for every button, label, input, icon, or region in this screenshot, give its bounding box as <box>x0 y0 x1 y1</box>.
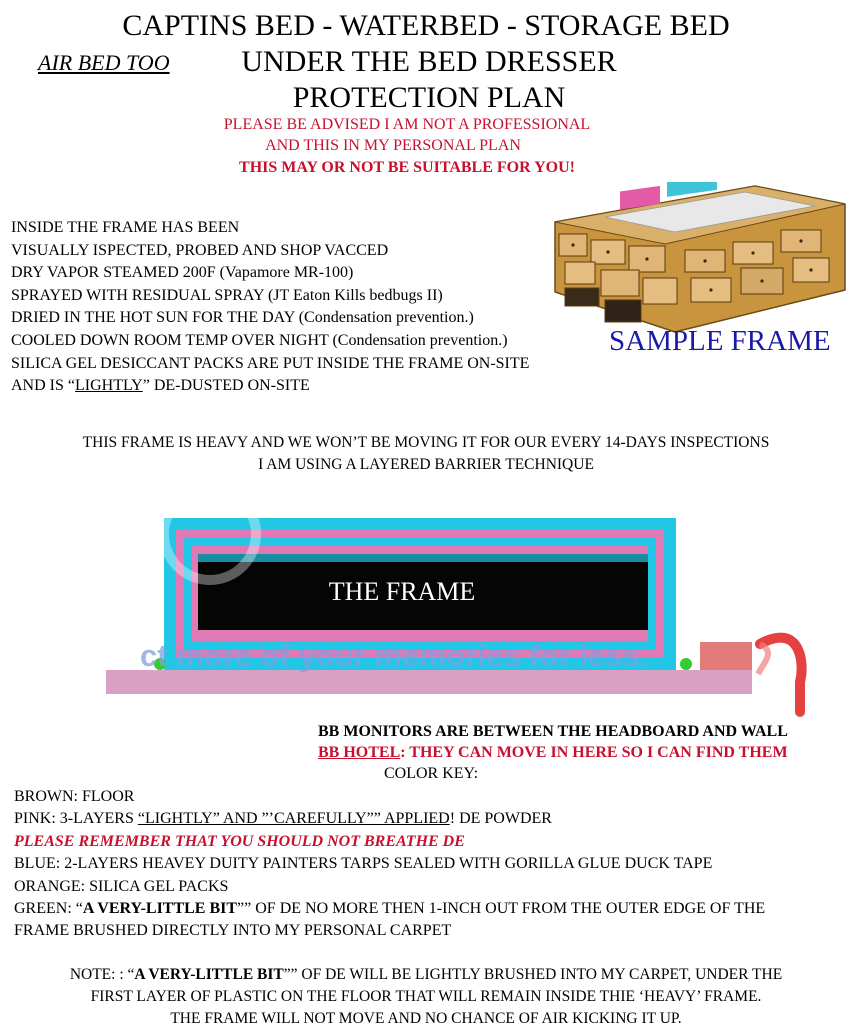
key-brown: BROWN: FLOOR <box>14 788 135 805</box>
key-orange: ORANGE: SILICA GEL PACKS <box>14 877 229 895</box>
inspection-line: DRY VAPOR STEAMED 200F (Vapamore MR-100) <box>11 264 354 282</box>
key-pink-prefix: PINK: 3-LAYERS <box>14 810 138 828</box>
inspection-last-suffix: ” DE-DUSTED ON-SITE <box>142 377 310 395</box>
inspection-line: DRIED IN THE HOT SUN FOR THE DAY (Condensation prevention.) <box>11 309 474 327</box>
inspection-last-underlined: LIGHTLY <box>75 377 143 395</box>
title-line-2: UNDER THE BED DRESSER <box>241 45 617 78</box>
bb-monitors-line: BB MONITORS ARE BETWEEN THE HEADBOARD AND WALL <box>318 723 788 740</box>
heavy-frame-line-1: THIS FRAME IS HEAVY AND WE WON’T BE MOVING IT FOR OUR EVERY 14-DAYS INSPECTIONS <box>82 434 770 451</box>
sample-frame-caption: SAMPLE FRAME <box>609 325 831 357</box>
note-bold: A VERY-LITTLE BIT <box>134 966 284 983</box>
sample-frame-photo <box>545 182 848 342</box>
note-line-2: FIRST LAYER OF PLASTIC ON THE FLOOR THAT WILL REMAIN INSIDE THIE ‘HEAVY’ FRAME. <box>90 988 762 1005</box>
note-line-3: THE FRAME WILL NOT MOVE AND NO CHANCE OF AIR KICKING IT UP. <box>170 1010 682 1027</box>
green-de-dot-right <box>680 658 692 670</box>
inspection-list <box>11 217 529 398</box>
disclaimer-line-2: AND THIS IN MY PERSONAL PLAN <box>265 137 521 154</box>
inspection-line: INSIDE THE FRAME HAS BEEN <box>11 219 240 236</box>
bb-monitor-box <box>700 642 752 670</box>
bb-hotel-line <box>318 744 788 762</box>
photo-watermark: ct more of your memories for less. <box>140 638 649 673</box>
bb-hotel-text: : THEY CAN MOVE IN HERE SO I CAN FIND THEM <box>400 744 788 761</box>
key-green-bold: A VERY-LITTLE BIT <box>82 900 238 918</box>
air-bed-too-label: AIR BED TOO <box>38 50 170 75</box>
inspection-last-prefix: AND IS “ <box>11 377 75 395</box>
color-key-list <box>14 786 765 943</box>
key-blue: BLUE: 2-LAYERS HEAVEY DUITY PAINTERS TARPS SEALED WITH GORILLA GLUE DUCK TAPE <box>14 855 713 873</box>
key-green-suffix: ”” OF DE NO MORE THEN 1-INCH OUT FROM THE OUTER EDGE OF THE <box>237 900 766 918</box>
de-breathing-warning: PLEASE REMEMBER THAT YOU SHOULD NOT BREATHE DE <box>14 832 465 850</box>
title-line-3: PROTECTION PLAN <box>292 81 566 114</box>
note-line-1 <box>0 964 852 986</box>
frame-label: THE FRAME <box>328 577 476 606</box>
title-line-1: CAPTINS BED - WATERBED - STORAGE BED <box>122 9 730 42</box>
heavy-frame-line-2: I AM USING A LAYERED BARRIER TECHNIQUE <box>258 456 594 473</box>
layered-barrier-diagram <box>100 512 820 724</box>
key-green <box>14 898 765 920</box>
inspection-line: SILICA GEL DESICCANT PACKS ARE PUT INSIDE THE FRAME ON-SITE <box>11 354 530 372</box>
key-pink <box>14 808 765 830</box>
inspection-line-last <box>11 375 529 398</box>
note-prefix: NOTE: : “ <box>69 966 135 983</box>
disclaimer-line-3: THIS MAY OR NOT BE SUITABLE FOR YOU! <box>239 159 575 176</box>
floor-layer <box>106 670 752 694</box>
color-key-heading: COLOR KEY: <box>384 765 479 782</box>
note-block <box>0 964 852 1030</box>
inspection-line: VISUALLY ISPECTED, PROBED AND SHOP VACCED <box>11 241 389 259</box>
key-pink-underlined: “LIGHTLY” AND ”’CAREFULLY”” APPLIED <box>137 810 450 828</box>
inspection-line: SPRAYED WITH RESIDUAL SPRAY (JT Eaton Kills bedbugs II) <box>11 286 443 304</box>
inspection-line: COOLED DOWN ROOM TEMP OVER NIGHT (Condensation prevention.) <box>11 331 508 349</box>
key-pink-suffix: ! DE POWDER <box>449 810 552 828</box>
note-suffix: ”” OF DE WILL BE LIGHTLY BRUSHED INTO MY CARPET, UNDER THE <box>283 966 783 983</box>
key-green-line-2: FRAME BRUSHED DIRECTLY INTO MY PERSONAL CARPET <box>14 922 452 940</box>
disclaimer-line-1: PLEASE BE ADVISED I AM NOT A PROFESSIONAL <box>223 116 591 133</box>
key-green-prefix: GREEN: “ <box>14 900 83 918</box>
bb-hotel-label: BB HOTEL <box>318 744 401 761</box>
